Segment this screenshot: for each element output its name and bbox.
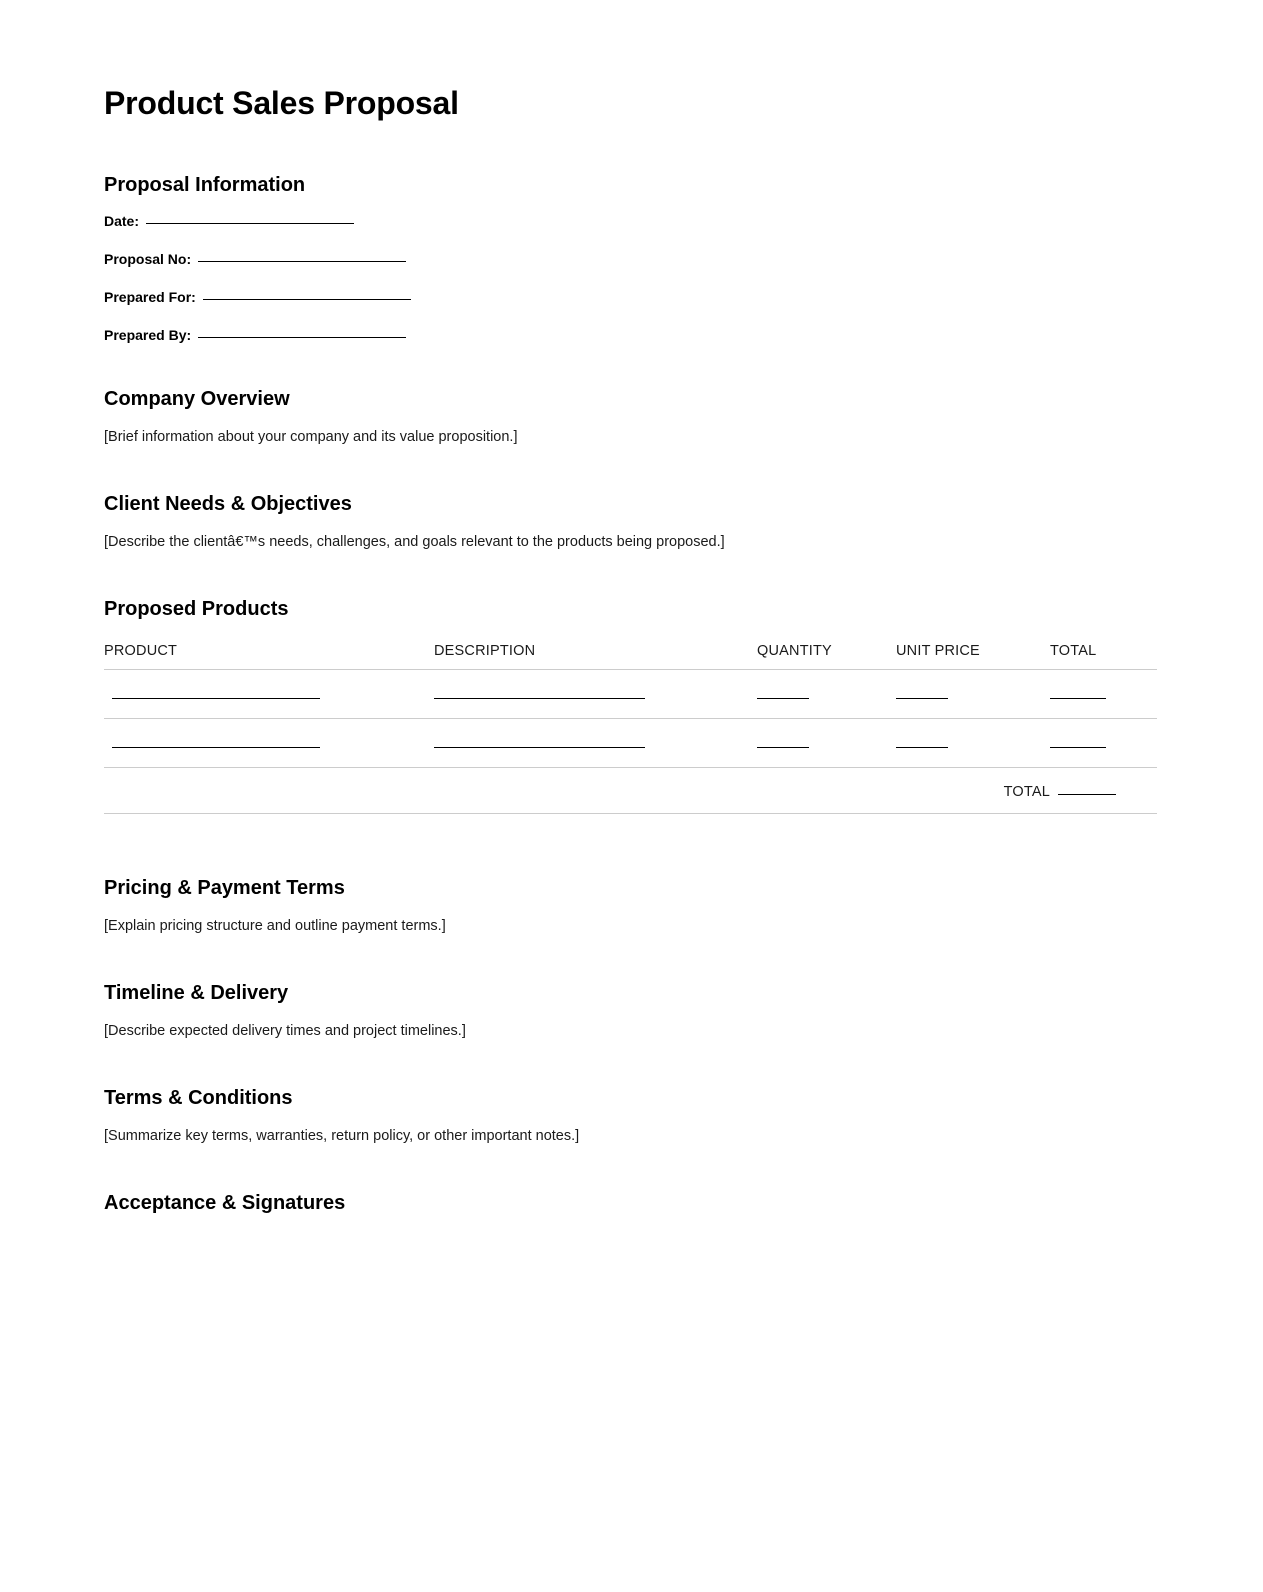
field-row-prepared-by <box>104 327 1159 344</box>
cell-blank-unit-price[interactable] <box>896 747 948 748</box>
table-footer-row <box>104 768 1157 814</box>
page-title: Product Sales Proposal <box>104 85 459 121</box>
column-header-description: DESCRIPTION <box>434 643 757 670</box>
table-row <box>104 670 1157 719</box>
company-overview-body: [Brief information about your company and its value proposition.] <box>104 429 518 446</box>
field-blank-prepared-for[interactable] <box>203 299 411 300</box>
cell-unit-price <box>896 670 1050 719</box>
pricing-payment-body: [Explain pricing structure and outline payment terms.] <box>104 918 446 935</box>
section-timeline-delivery <box>104 981 1159 1042</box>
timeline-delivery-body: [Describe expected delivery times and project timelines.] <box>104 1023 466 1040</box>
field-label-prepared-for: Prepared For: <box>104 288 196 305</box>
cell-blank-quantity[interactable] <box>757 747 809 748</box>
footer-total-value <box>1050 768 1157 814</box>
cell-unit-price <box>896 719 1050 768</box>
layout-spacer <box>104 858 1159 876</box>
cell-blank-total[interactable] <box>1050 747 1106 748</box>
section-pricing-payment-terms <box>104 876 1159 937</box>
section-heading-terms-conditions: Terms & Conditions <box>104 1087 293 1110</box>
footer-total-label: TOTAL <box>896 768 1050 814</box>
footer-spacer-product <box>104 768 434 814</box>
field-blank-prepared-by[interactable] <box>198 337 406 338</box>
section-heading-client-needs: Client Needs & Objectives <box>104 493 352 516</box>
section-proposal-information <box>104 173 1159 343</box>
cell-product <box>104 719 434 768</box>
field-blank-date[interactable] <box>146 223 354 224</box>
field-label-prepared-by: Prepared By: <box>104 326 192 343</box>
section-heading-acceptance-signatures: Acceptance & Signatures <box>104 1192 346 1215</box>
cell-blank-product[interactable] <box>112 698 320 699</box>
column-header-total: TOTAL <box>1050 643 1157 670</box>
field-row-date <box>104 213 1159 230</box>
section-client-needs <box>104 492 1159 553</box>
cell-product <box>104 670 434 719</box>
section-heading-company-overview: Company Overview <box>104 388 290 411</box>
table-header <box>104 643 1157 670</box>
cell-blank-total[interactable] <box>1050 698 1106 699</box>
table-header-row <box>104 643 1157 670</box>
cell-blank-quantity[interactable] <box>757 698 809 699</box>
column-header-product: PRODUCT <box>104 643 434 670</box>
field-label-proposal-no: Proposal No: <box>104 250 192 267</box>
table-row <box>104 719 1157 768</box>
cell-quantity <box>757 670 896 719</box>
section-proposed-products <box>104 597 1159 814</box>
section-heading-pricing-payment-terms: Pricing & Payment Terms <box>104 877 345 900</box>
cell-quantity <box>757 719 896 768</box>
terms-conditions-body: [Summarize key terms, warranties, return policy, or other important notes.] <box>104 1128 580 1145</box>
cell-blank-description[interactable] <box>434 747 645 748</box>
cell-blank-product[interactable] <box>112 747 320 748</box>
column-header-unit-price: UNIT PRICE <box>896 643 1050 670</box>
proposed-products-table <box>104 643 1157 814</box>
section-heading-proposed-products: Proposed Products <box>104 598 289 621</box>
section-terms-conditions <box>104 1086 1159 1147</box>
field-row-prepared-for <box>104 289 1159 306</box>
cell-blank-description[interactable] <box>434 698 645 699</box>
cell-total <box>1050 719 1157 768</box>
table-footer <box>104 768 1157 814</box>
client-needs-body: [Describe the clientâ€™s needs, challenges, and goals relevant to the products being proposed.] <box>104 534 725 551</box>
cell-description <box>434 719 757 768</box>
footer-spacer-description <box>434 768 757 814</box>
table-body <box>104 670 1157 768</box>
section-company-overview <box>104 387 1159 448</box>
section-acceptance-signatures <box>104 1191 1159 1215</box>
cell-blank-grand-total[interactable] <box>1058 794 1116 795</box>
column-header-quantity: QUANTITY <box>757 643 896 670</box>
cell-description <box>434 670 757 719</box>
cell-blank-unit-price[interactable] <box>896 698 948 699</box>
field-blank-proposal-no[interactable] <box>198 261 406 262</box>
cell-total <box>1050 670 1157 719</box>
section-heading-proposal-information: Proposal Information <box>104 174 306 197</box>
section-heading-timeline-delivery: Timeline & Delivery <box>104 982 289 1005</box>
proposal-information-fields <box>104 213 1159 343</box>
footer-spacer-quantity <box>757 768 896 814</box>
field-row-proposal-no <box>104 251 1159 268</box>
field-label-date: Date: <box>104 213 140 230</box>
